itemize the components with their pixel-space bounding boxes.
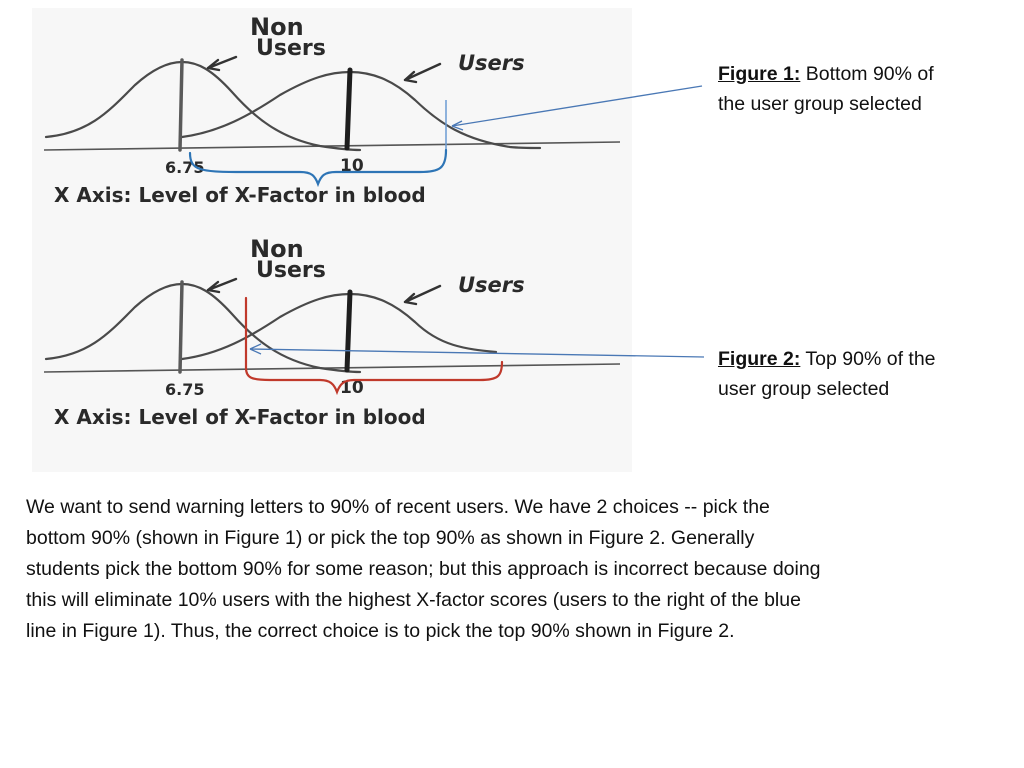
figure-1-non-users-label-line2: Users: [256, 36, 326, 61]
explanation-line: line in Figure 1). Thus, the correct choice is to pick the top 90% shown in Figure 2.: [26, 620, 735, 642]
figure-2-caption: [718, 344, 936, 404]
figure-1-caption-text-line1: Bottom 90% of: [805, 63, 934, 85]
figure-1-non-users-label-line1: Non: [250, 13, 304, 41]
figure-1-tick-left: 6.75: [165, 158, 205, 177]
figure-2-users-arrow: [405, 286, 440, 304]
figure-2-caption-text-line1: Top 90% of the: [805, 348, 936, 370]
figure-1-caption-label: Figure 1:: [718, 63, 801, 85]
figure-2-selection-bracket: [246, 298, 502, 392]
explanation-line: this will eliminate 10% users with the highest X-factor scores (users to the right of the blue: [26, 589, 801, 611]
figure-2-caption-text-line2: user group selected: [718, 378, 890, 400]
figure-2-non-users-label-line2: Users: [256, 258, 326, 283]
figure-1-caption: [718, 59, 934, 119]
figure-2-non-users-label-line1: Non: [250, 235, 304, 263]
explanation-line: We want to send warning letters to 90% of recent users. We have 2 choices -- pick the: [26, 496, 770, 518]
figure-2-axis-label: X Axis: Level of X-Factor in blood: [54, 405, 426, 429]
explanation-line: bottom 90% (shown in Figure 1) or pick the top 90% as shown in Figure 2. Generally: [26, 527, 755, 549]
figure-2-tick-left: 6.75: [165, 380, 205, 399]
figure-2-caption-label: Figure 2:: [718, 348, 801, 370]
figure-1-caption-text-line2: the user group selected: [718, 93, 922, 115]
figure-2-users-curve: [182, 294, 496, 359]
figure-2-tick-right: 10: [340, 378, 364, 398]
figure-2-users-label: Users: [458, 273, 525, 297]
figure-1-tick-right: 10: [340, 156, 364, 176]
explanation-paragraph: [26, 492, 996, 647]
figure-1-users-label: Users: [458, 51, 525, 75]
figure-2-non-users-mean-line: [180, 282, 182, 372]
figure-2-users-mean-line: [347, 292, 350, 370]
explanation-line: students pick the bottom 90% for some reason; but this approach is incorrect because doing: [26, 558, 821, 580]
figure-2-non-users-curve: [46, 284, 360, 372]
figure-2-non-users-arrow: [208, 279, 236, 292]
figure-1-axis-label: X Axis: Level of X-Factor in blood: [54, 183, 426, 207]
figure-2-x-axis: [44, 364, 620, 372]
